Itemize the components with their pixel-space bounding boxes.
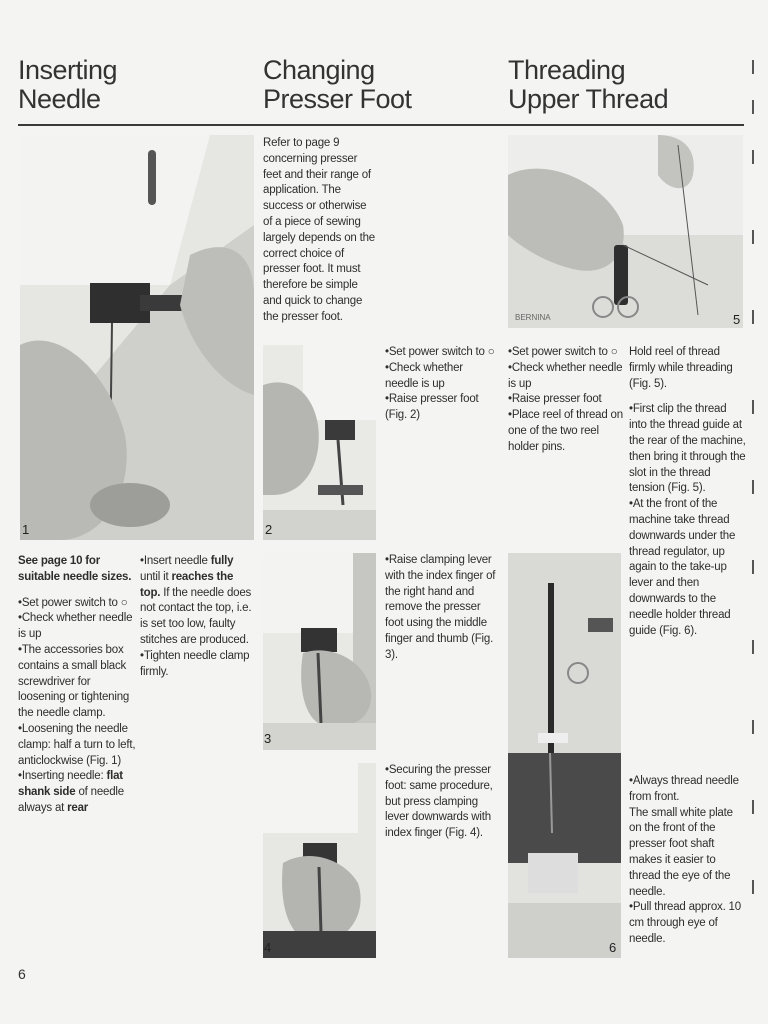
edge-mark [752, 640, 754, 654]
figure-6-illustration [508, 553, 621, 958]
text-run: until it [140, 570, 172, 583]
heading-line: Threading [508, 55, 626, 85]
intro-paragraph: Refer to page 9 concerning presser feet and their range of application. The success or otherwise of a piece of sewing largely depends on the correct choice of presser foot. It must therefore be simple and quick to change the presser foot. [263, 137, 375, 323]
instruction-line [18, 769, 138, 816]
col3-bottom-text [629, 774, 747, 948]
needle-sizes-note: See page 10 for suitable needle sizes. [18, 555, 132, 583]
edge-mark [752, 400, 754, 414]
heading-line: Upper Thread [508, 84, 669, 114]
figure-number: 2 [265, 522, 273, 537]
figure-5-photo [508, 135, 743, 328]
brand-label: BERNINA [515, 313, 551, 322]
col2-step2 [385, 553, 499, 664]
heading-rule [18, 124, 744, 126]
page-number: 6 [18, 966, 26, 982]
col2-step1 [385, 345, 499, 424]
heading-line: Inserting [18, 55, 118, 85]
edge-mark [752, 480, 754, 494]
edge-mark [752, 560, 754, 574]
col3-left-text [508, 345, 624, 456]
edge-mark [752, 230, 754, 244]
heading-line: Changing [263, 55, 375, 85]
heading-changing-presser-foot [263, 56, 412, 114]
figure-3-illustration [263, 553, 376, 750]
heading-inserting-needle [18, 56, 117, 114]
instruction-line: The small white plate on the front of the presser foot shaft makes it easier to thread the eye of the needle. [629, 806, 733, 898]
figure-4-illustration [263, 763, 376, 958]
instruction-line: •Securing the presser foot: same procedure, but press clamping lever downwards with index finger (Fig. 4). [385, 764, 493, 840]
instruction-line: •Place reel of thread on one of the two reel holder pins. [508, 409, 623, 453]
instruction-line: •Check whether needle is up [385, 361, 463, 390]
instruction-line: •Raise presser foot [508, 393, 602, 406]
figure-3-photo [263, 553, 376, 750]
instruction-line: •Pull thread approx. 10 cm through eye of needle. [629, 901, 741, 945]
instruction-line: •Tighten needle clamp firmly. [140, 649, 250, 678]
col2-step3 [385, 763, 499, 842]
edge-mark [752, 800, 754, 814]
text-run: of needle always at [18, 786, 124, 814]
instruction-line: •Set power switch to ○ [508, 346, 618, 358]
figure-number: 3 [264, 731, 272, 746]
instruction-line: Hold reel of thread firmly while threading (Fig. 5). [629, 346, 733, 390]
instruction-line: •First clip the thread into the thread guide at the rear of the machine, then bring it through the slot in the thread tension (Fig. 5). [629, 403, 746, 495]
text-run: •Inserting needle: [18, 770, 107, 783]
instruction-line: •Raise presser foot (Fig. 2) [385, 393, 479, 422]
edge-mark [752, 720, 754, 734]
edge-mark [752, 100, 754, 114]
text-run-bold: reaches the top. [140, 570, 234, 599]
edge-mark [752, 60, 754, 74]
instruction-line: •Check whether needle is up [508, 361, 623, 390]
figure-2-photo [263, 345, 376, 540]
instruction-line: •At the front of the machine take thread downwards under the thread regulator, up again to the take-up lever and then downwards to the needle holder thread guide (Fig. 6). [629, 498, 736, 637]
instruction-line: •Always thread needle from front. [629, 775, 739, 803]
text-run-bold: flat shank side [18, 770, 123, 799]
instruction-line: •Set power switch to ○ [18, 596, 128, 609]
text-run: If the needle does not contact the top, i.e. is set too low, faulty stitches are produced. [140, 586, 252, 646]
heading-line: Needle [18, 84, 101, 114]
col3-right-text [629, 345, 747, 639]
instruction-line: •Loosening the needle clamp: half a turn to left, anticlockwise (Fig. 1) [18, 722, 136, 767]
figure-number: 1 [22, 522, 30, 537]
instruction-line: •Set power switch to ○ [385, 346, 495, 358]
text-run: •Insert needle [140, 555, 211, 567]
figure-number: 5 [733, 312, 741, 327]
text-run-bold: rear [67, 801, 89, 814]
edge-mark [752, 310, 754, 324]
figure-number: 6 [609, 940, 617, 955]
heading-threading-upper-thread [508, 56, 668, 114]
edge-mark [752, 150, 754, 164]
text-run-bold: fully [210, 555, 234, 567]
instruction-line: •Check whether needle is up [18, 612, 133, 641]
heading-line: Presser Foot [263, 84, 412, 114]
figure-4-photo [263, 763, 376, 958]
figure-1-illustration [20, 135, 254, 540]
figure-5-illustration [508, 135, 743, 328]
instruction-line: •Raise clamping lever with the index finger of the right hand and remove the presser foot using the middle finger and thumb (Fig. 3). [385, 554, 496, 661]
col2-intro [263, 136, 375, 326]
instruction-line [140, 554, 256, 649]
figure-number: 4 [264, 940, 272, 955]
instruction-line: •The accessories box contains a small black screwdriver for loosening or tightening the needle clamp. [18, 643, 130, 720]
col1b-text [140, 554, 256, 680]
figure-6-photo [508, 553, 621, 958]
figure-1-photo [20, 135, 254, 540]
edge-mark [752, 880, 754, 894]
figure-2-illustration [263, 345, 376, 540]
col1-text [18, 554, 138, 817]
